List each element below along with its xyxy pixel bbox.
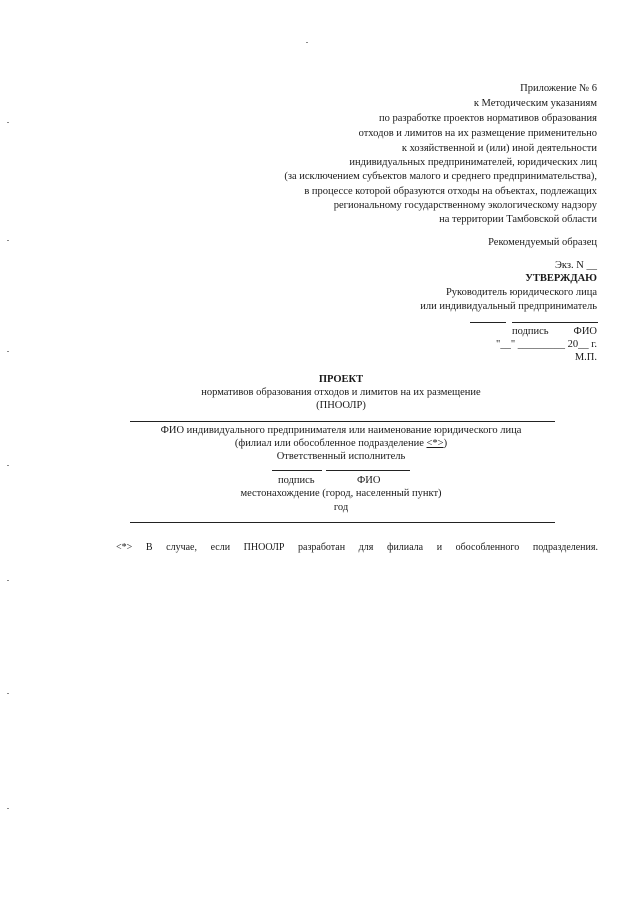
appendix-line: к хозяйственной и (или) иной деятельности [401,143,597,154]
owner-caption: ФИО индивидуального предпринимателя или наименование юридического лица [160,425,522,436]
branch-prefix: (филиал или обособленное подразделение [234,438,427,449]
appendix-line: в процессе которой образуются отходы на объектах, подлежащих [304,186,597,197]
executor-signature-line [272,470,322,471]
executor-signature-caption: подпись [278,475,315,486]
scan-mark [7,122,9,123]
signature-line [470,322,506,323]
approver-title-line1: Руководитель юридического лица [445,287,597,298]
bottom-line [130,522,555,523]
approval-date: "__" _________ 20__ г. [496,339,597,350]
signature-caption: подпись [512,326,549,337]
footnote-link[interactable]: <*> [426,438,444,449]
branch-caption [0,437,640,450]
year-caption: год [333,502,349,513]
appendix-line: региональному государственному экологическому надзору [333,200,597,211]
scan-mark [306,42,308,43]
approver-title-line2: или индивидуальный предприниматель [420,301,597,312]
scan-mark [7,580,9,581]
branch-suffix: ) [443,438,448,449]
fio-caption: ФИО [573,326,597,337]
recommended-sample-label: Рекомендуемый образец [488,237,597,248]
executor-label: Ответственный исполнитель [276,451,406,462]
scan-mark [7,808,9,809]
owner-line [130,421,555,422]
appendix-line: (за исключением субъектов малого и среднего предпринимательства), [284,171,597,182]
scan-mark [7,465,9,466]
scan-mark [7,240,9,241]
project-abbreviation: (ПНООЛР) [316,400,366,411]
copy-number: Экз. N __ [555,260,597,271]
approve-heading: УТВЕРЖДАЮ [525,273,597,284]
appendix-line: по разработке проектов нормативов образования [378,113,597,124]
appendix-line: к Методическим указаниям [473,98,597,109]
executor-fio-caption: ФИО [357,475,381,486]
fio-line [512,322,598,323]
appendix-line: индивидуальных предпринимателей, юридических лиц [349,157,597,168]
appendix-line: Приложение № 6 [520,83,597,94]
location-caption: местонахождение (город, населенный пункт) [240,488,442,499]
footnote: <*> В случае, если ПНООЛР разработан для филиала и обособленного подразделения. [116,542,598,553]
scan-mark [7,693,9,694]
executor-fio-line [326,470,410,471]
stamp-label: М.П. [574,352,597,363]
scan-mark [7,351,9,352]
project-title: ПРОЕКТ [318,374,364,385]
appendix-line: на территории Тамбовской области [439,214,597,225]
appendix-line: отходов и лимитов на их размещение применительно [358,128,597,139]
project-subtitle: нормативов образования отходов и лимитов на их размещение [201,387,481,398]
